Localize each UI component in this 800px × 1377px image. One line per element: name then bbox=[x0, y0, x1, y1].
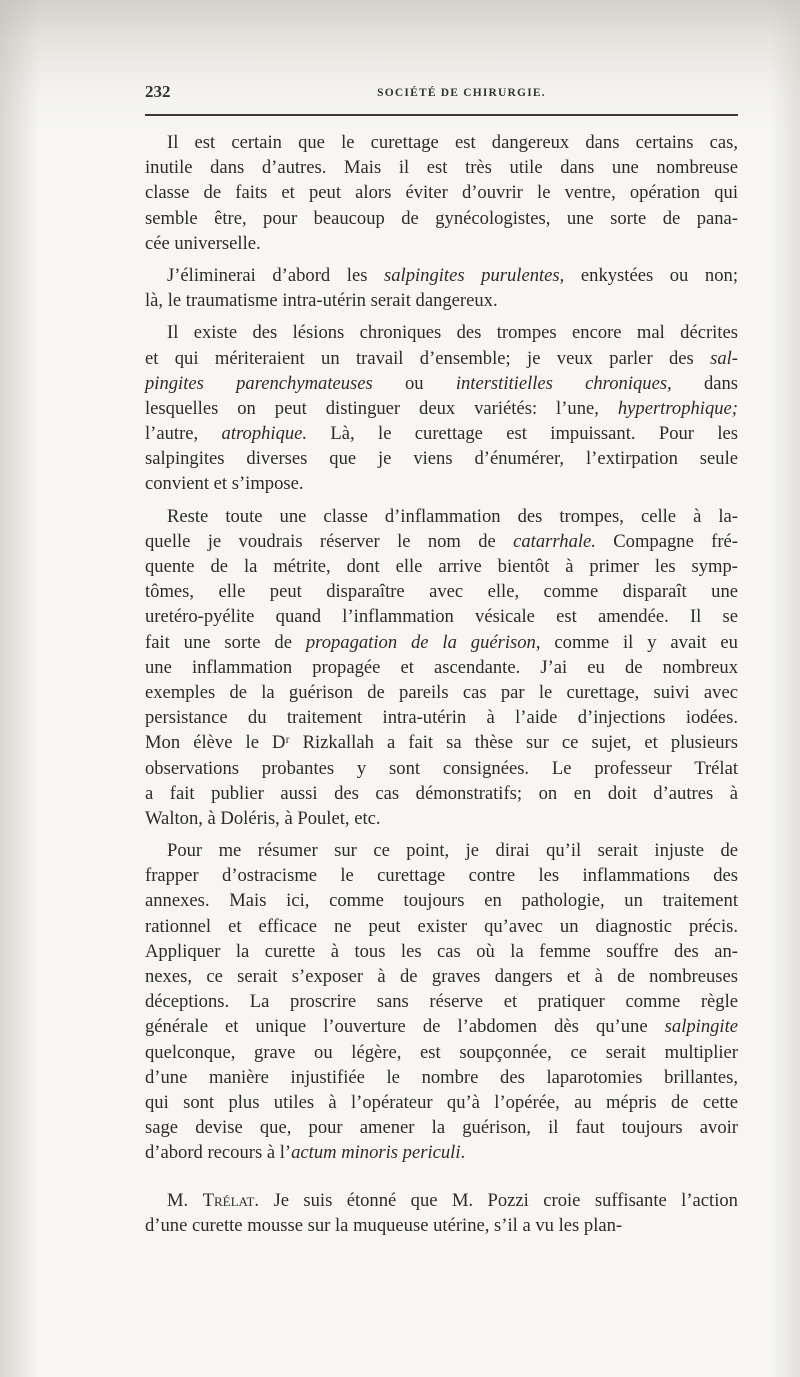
text-line bbox=[145, 806, 738, 831]
text-run: , comme il y avait eu bbox=[535, 631, 738, 653]
text-run: classe de faits et peut alors éviter d’ouvrir le ventre, opération qui bbox=[145, 182, 738, 204]
italic-term: salpingites purulentes bbox=[384, 264, 560, 286]
text-line bbox=[145, 680, 738, 705]
text-run: frapper d’ostracisme le curettage contre les inflammations des bbox=[145, 865, 738, 887]
text-run: Il existe des lésions chroniques des trompes encore mal décrites bbox=[167, 322, 738, 344]
text-run: lesquelles on peut distinguer deux variétés: l’une, bbox=[145, 397, 618, 419]
text-line bbox=[145, 1065, 738, 1090]
header-rule bbox=[145, 114, 738, 116]
text-line bbox=[145, 579, 738, 604]
text-line bbox=[145, 1040, 738, 1065]
text-run: l’autre, bbox=[145, 423, 222, 445]
text-run: rationnel et efficace ne peut exister qu’avec un diagnostic précis. bbox=[145, 915, 738, 937]
page-edge-shadow-left bbox=[0, 0, 40, 1377]
text-run: J’éliminerai d’abord les bbox=[167, 264, 385, 286]
text-run: exemples de la guérison de pareils cas par le curettage, suivi avec bbox=[145, 681, 738, 703]
text-run: observations probantes y sont consignées. Le professeur Trélat bbox=[145, 757, 738, 779]
text-run: persistance du traitement intra-utérin à l’aide d’injections iodées. bbox=[145, 707, 738, 729]
text-line bbox=[145, 320, 738, 345]
text-line bbox=[145, 1188, 738, 1213]
page-edge-shadow-right bbox=[770, 0, 800, 1377]
paragraph bbox=[145, 130, 738, 256]
text-line bbox=[145, 756, 738, 781]
text-line bbox=[145, 288, 738, 313]
text-line bbox=[145, 914, 738, 939]
text-line bbox=[145, 529, 738, 554]
text-line bbox=[145, 1115, 738, 1140]
italic-term: catarrhale. bbox=[513, 530, 596, 552]
italic-term: propagation de la guérison bbox=[305, 631, 536, 653]
text-run: annexes. Mais ici, comme toujours en pathologie, un traitement bbox=[145, 890, 738, 912]
text-run: Appliquer la curette à tous les cas où la femme souffre des an- bbox=[145, 940, 738, 962]
text-line bbox=[145, 604, 738, 629]
text-run: M. bbox=[167, 1189, 203, 1211]
text-line bbox=[145, 730, 738, 755]
text-line bbox=[145, 989, 738, 1014]
text-run: Reste toute une classe d’inflammation des trompes, celle à la- bbox=[167, 505, 738, 527]
paragraph bbox=[145, 838, 738, 1165]
text-line bbox=[145, 1213, 738, 1238]
text-run: là, le traumatisme intra-utérin serait dangereux. bbox=[145, 290, 498, 312]
text-run: quente de la métrite, dont elle arrive bientôt à primer les symp- bbox=[145, 556, 738, 577]
text-run: , enkystées ou non; bbox=[559, 264, 738, 286]
body-text bbox=[145, 130, 738, 1245]
text-run: tômes, elle peut disparaître avec elle, comme disparaît une bbox=[145, 581, 738, 603]
text-line bbox=[145, 421, 738, 446]
text-line bbox=[145, 446, 738, 471]
text-line bbox=[145, 346, 738, 371]
text-run: convient et s’impose. bbox=[145, 473, 304, 495]
text-run: d’abord recours à l’ bbox=[145, 1142, 292, 1164]
text-run: Mon élève le Dʳ Rizkallah a fait sa thèse sur ce sujet, et plusieurs bbox=[145, 732, 738, 754]
italic-term: interstitielles chroniques, bbox=[455, 372, 672, 394]
text-line bbox=[145, 231, 738, 256]
italic-term: atrophique. bbox=[221, 423, 308, 445]
text-run: Pour me résumer sur ce point, je dirai qu’il serait injuste de bbox=[167, 840, 738, 862]
page-number: 232 bbox=[145, 82, 171, 101]
text-run: dans bbox=[671, 372, 739, 394]
italic-term: hypertrophique; bbox=[617, 397, 738, 419]
text-run: nexes, ce serait s’exposer à de graves dangers et à de nombreuses bbox=[145, 966, 738, 987]
text-run: d’une curette mousse sur la muqueuse utérine, s’il a vu les plan- bbox=[145, 1214, 623, 1236]
running-head: SOCIÉTÉ DE CHIRURGIE. bbox=[377, 87, 546, 99]
text-line bbox=[145, 504, 738, 529]
text-run: . bbox=[460, 1142, 466, 1164]
text-line bbox=[145, 1014, 738, 1039]
text-run: a fait publier aussi des cas démonstratifs; on en doit d’autres à bbox=[145, 782, 738, 804]
text-run: . Je suis étonné que M. Pozzi croie suffisante l’action bbox=[254, 1189, 738, 1211]
page-header bbox=[145, 82, 738, 106]
text-line bbox=[145, 206, 738, 231]
italic-term: salpingite bbox=[664, 1016, 738, 1038]
speaker-paragraph bbox=[145, 1188, 738, 1238]
text-run: cée universelle. bbox=[145, 232, 261, 254]
text-line bbox=[145, 705, 738, 730]
text-line bbox=[145, 396, 738, 421]
paragraph bbox=[145, 504, 738, 831]
text-run: Il est certain que le curettage est dangereux dans certains cas, bbox=[167, 132, 738, 153]
text-run: quelconque, grave ou légère, est soupçonnée, ce serait multiplier bbox=[145, 1041, 738, 1063]
text-line bbox=[145, 263, 738, 288]
text-run: inutile dans d’autres. Mais il est très utile dans une nombreuse bbox=[145, 157, 738, 179]
italic-term: sal- bbox=[710, 347, 738, 369]
text-run: générale et unique l’ouverture de l’abdomen dès qu’une bbox=[145, 1016, 665, 1038]
text-run: et qui mériteraient un travail d’ensemble; je veux parler des bbox=[145, 347, 711, 369]
text-run: quelle je voudrais réserver le nom de bbox=[145, 530, 514, 552]
text-run: déceptions. La proscrire sans réserve et pratiquer comme règle bbox=[145, 991, 738, 1013]
text-line bbox=[145, 964, 738, 989]
text-line bbox=[145, 630, 738, 655]
text-line bbox=[145, 838, 738, 863]
text-run: salpingites diverses que je viens d’énumérer, l’extirpation seule bbox=[145, 448, 738, 470]
italic-term: pingites parenchymateuses bbox=[145, 372, 373, 394]
text-run: Walton, à Doléris, à Poulet, etc. bbox=[145, 807, 381, 829]
text-run: uretéro-pyélite quand l’inflammation vésicale est amendée. Il se bbox=[145, 606, 738, 628]
paragraph bbox=[145, 263, 738, 313]
text-line bbox=[145, 1090, 738, 1115]
text-run: une inflammation propagée et ascendante. J’ai eu de nombreux bbox=[145, 656, 738, 678]
text-line bbox=[145, 781, 738, 806]
text-line bbox=[145, 863, 738, 888]
text-run: ou bbox=[372, 372, 456, 394]
text-run: Compagne fré- bbox=[595, 530, 738, 552]
text-line bbox=[145, 554, 738, 579]
text-run: semble être, pour beaucoup de gynécologistes, une sorte de pana- bbox=[145, 207, 738, 229]
text-line bbox=[145, 939, 738, 964]
text-run: qui sont plus utiles à l’opérateur qu’à l’opérée, au mépris de cette bbox=[145, 1091, 738, 1113]
paragraph bbox=[145, 320, 738, 496]
text-run: d’une manière injustifiée le nombre des laparotomies brillantes, bbox=[145, 1066, 738, 1088]
text-line bbox=[145, 180, 738, 205]
speaker-name: Trélat bbox=[202, 1189, 255, 1211]
text-line bbox=[145, 371, 738, 396]
text-run: fait une sorte de bbox=[145, 631, 306, 653]
text-run: Là, le curettage est impuissant. Pour les bbox=[307, 423, 738, 445]
text-line bbox=[145, 471, 738, 496]
italic-term: actum minoris periculi bbox=[291, 1142, 461, 1164]
text-line bbox=[145, 888, 738, 913]
text-line bbox=[145, 155, 738, 180]
text-run: sage devise que, pour amener la guérison, il faut toujours avoir bbox=[145, 1117, 738, 1139]
text-line bbox=[145, 130, 738, 155]
text-line bbox=[145, 655, 738, 680]
text-line bbox=[145, 1140, 738, 1165]
